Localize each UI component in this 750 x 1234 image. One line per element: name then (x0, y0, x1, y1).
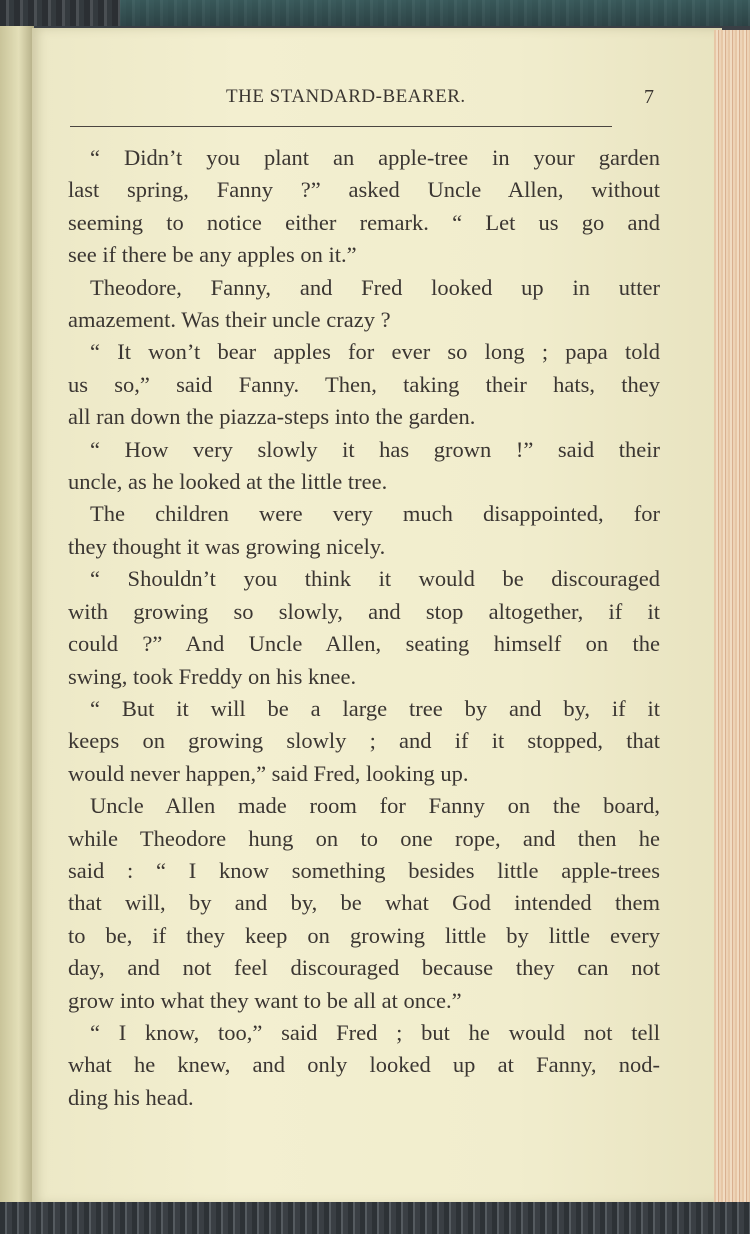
text-line: “ But it will be a large tree by and by, if it (90, 695, 660, 721)
text-line: last spring, Fanny ?” asked Uncle Allen, without (68, 177, 660, 203)
text-line: with growing so slowly, and stop altogether, if it (68, 598, 660, 624)
text-line: they thought it was growing nicely. (68, 533, 386, 559)
text-line: would never happen,” said Fred, looking up. (68, 760, 469, 786)
body-text (68, 142, 660, 1114)
text-line: that will, by and by, be what God intended them (68, 890, 660, 916)
text-line: keeps on growing slowly ; and if it stopped, that (68, 728, 660, 754)
text-line: all ran down the piazza-steps into the garden. (68, 404, 476, 430)
header-rule (70, 126, 612, 127)
text-line: “ Shouldn’t you think it would be discouraged (90, 566, 660, 592)
text-line: grow into what they want to be all at once.” (68, 987, 462, 1013)
text-line: swing, took Freddy on his knee. (68, 663, 357, 689)
text-line: “ It won’t bear apples for ever so long ; papa told (90, 339, 660, 365)
text-line: uncle, as he looked at the little tree. (68, 469, 388, 495)
text-line: Uncle Allen made room for Fanny on the board, (90, 793, 660, 819)
text-line: to be, if they keep on growing little by little every (68, 922, 660, 948)
text-line: seeming to notice either remark. “ Let us go and (68, 209, 660, 235)
text-line: day, and not feel discouraged because they can not (68, 955, 660, 981)
running-title: THE STANDARD-BEARER. (226, 86, 466, 107)
page-stack-edges (714, 30, 750, 1206)
text-line: could ?” And Uncle Allen, seating himself on the (68, 631, 660, 657)
text-line: said : “ I know something besides little apple-trees (68, 857, 660, 883)
text-line: Theodore, Fanny, and Fred looked up in utter (90, 274, 660, 300)
text-line: “ I know, too,” said Fred ; but he would not tell (90, 1019, 660, 1045)
text-line: ding his head. (68, 1084, 194, 1110)
book-bottom-binding (0, 1202, 750, 1234)
book-top-binding (0, 0, 750, 26)
text-line: us so,” said Fanny. Then, taking their hats, they (68, 371, 660, 397)
running-header (226, 86, 666, 114)
facing-page-edge (0, 26, 34, 1204)
page-number: 7 (644, 86, 654, 108)
text-line: see if there be any apples on it.” (68, 242, 357, 268)
text-line: while Theodore hung on to one rope, and then he (68, 825, 660, 851)
text-line: “ Didn’t you plant an apple-tree in your garden (90, 145, 660, 170)
text-line: what he knew, and only looked up at Fanny, nod- (68, 1052, 660, 1078)
text-line: “ How very slowly it has grown !” said their (90, 436, 660, 462)
text-line: amazement. Was their uncle crazy ? (68, 307, 391, 333)
text-line: The children were very much disappointed, for (90, 501, 660, 527)
